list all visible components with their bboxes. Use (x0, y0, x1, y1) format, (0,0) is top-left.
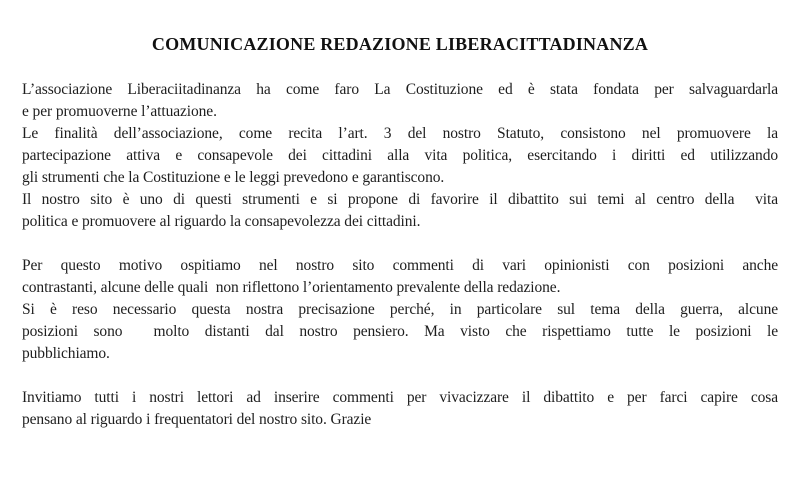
text-line: Invitiamo tutti i nostri lettori ad inserire commenti per vivacizzare il dibattito e per farci capire cosa (22, 389, 778, 406)
paragraph (22, 189, 778, 233)
document-body (22, 79, 778, 431)
paragraph (22, 123, 778, 189)
text-line: pubblichiamo. (22, 345, 110, 362)
text-line: L’associazione Liberaciitadinanza ha come faro La Costituzione ed è stata fondata per salvaguardarla (22, 81, 778, 98)
text-line: partecipazione attiva e consapevole dei cittadini alla vita politica, esercitando i diritti ed utilizzando (22, 147, 778, 164)
document-title: COMUNICAZIONE REDAZIONE LIBERACITTADINANZA (151, 34, 649, 54)
paragraph (22, 255, 778, 299)
text-line: pensano al riguardo i frequentatori del nostro sito. Grazie (22, 411, 372, 428)
text-line: Per questo motivo ospitiamo nel nostro sito commenti di vari opinionisti con posizioni anche (22, 257, 778, 274)
paragraph (22, 299, 778, 365)
document-page (0, 33, 800, 499)
text-line: Il nostro sito è uno di questi strumenti e si propone di favorire il dibattito sui temi al centro della vita (22, 191, 778, 208)
text-line: Le finalità dell’associazione, come recita l’art. 3 del nostro Statuto, consistono nel promuovere la (22, 125, 778, 142)
paragraph (22, 79, 778, 123)
text-line: posizioni sono molto distanti dal nostro pensiero. Ma visto che rispettiamo tutte le posizioni le (22, 323, 778, 340)
paragraph-spacer (22, 365, 778, 387)
text-line: politica e promuovere al riguardo la consapevolezza dei cittadini. (22, 213, 421, 230)
text-line: Si è reso necessario questa nostra precisazione perché, in particolare sul tema della guerra, alcune (22, 301, 778, 318)
text-line: e per promuoverne l’attuazione. (22, 103, 217, 120)
paragraph (22, 387, 778, 431)
text-line: gli strumenti che la Costituzione e le leggi prevedono e garantiscono. (22, 169, 445, 186)
text-line: contrastanti, alcune delle quali non riflettono l’orientamento prevalente della redazione. (22, 279, 561, 296)
paragraph-spacer (22, 233, 778, 255)
